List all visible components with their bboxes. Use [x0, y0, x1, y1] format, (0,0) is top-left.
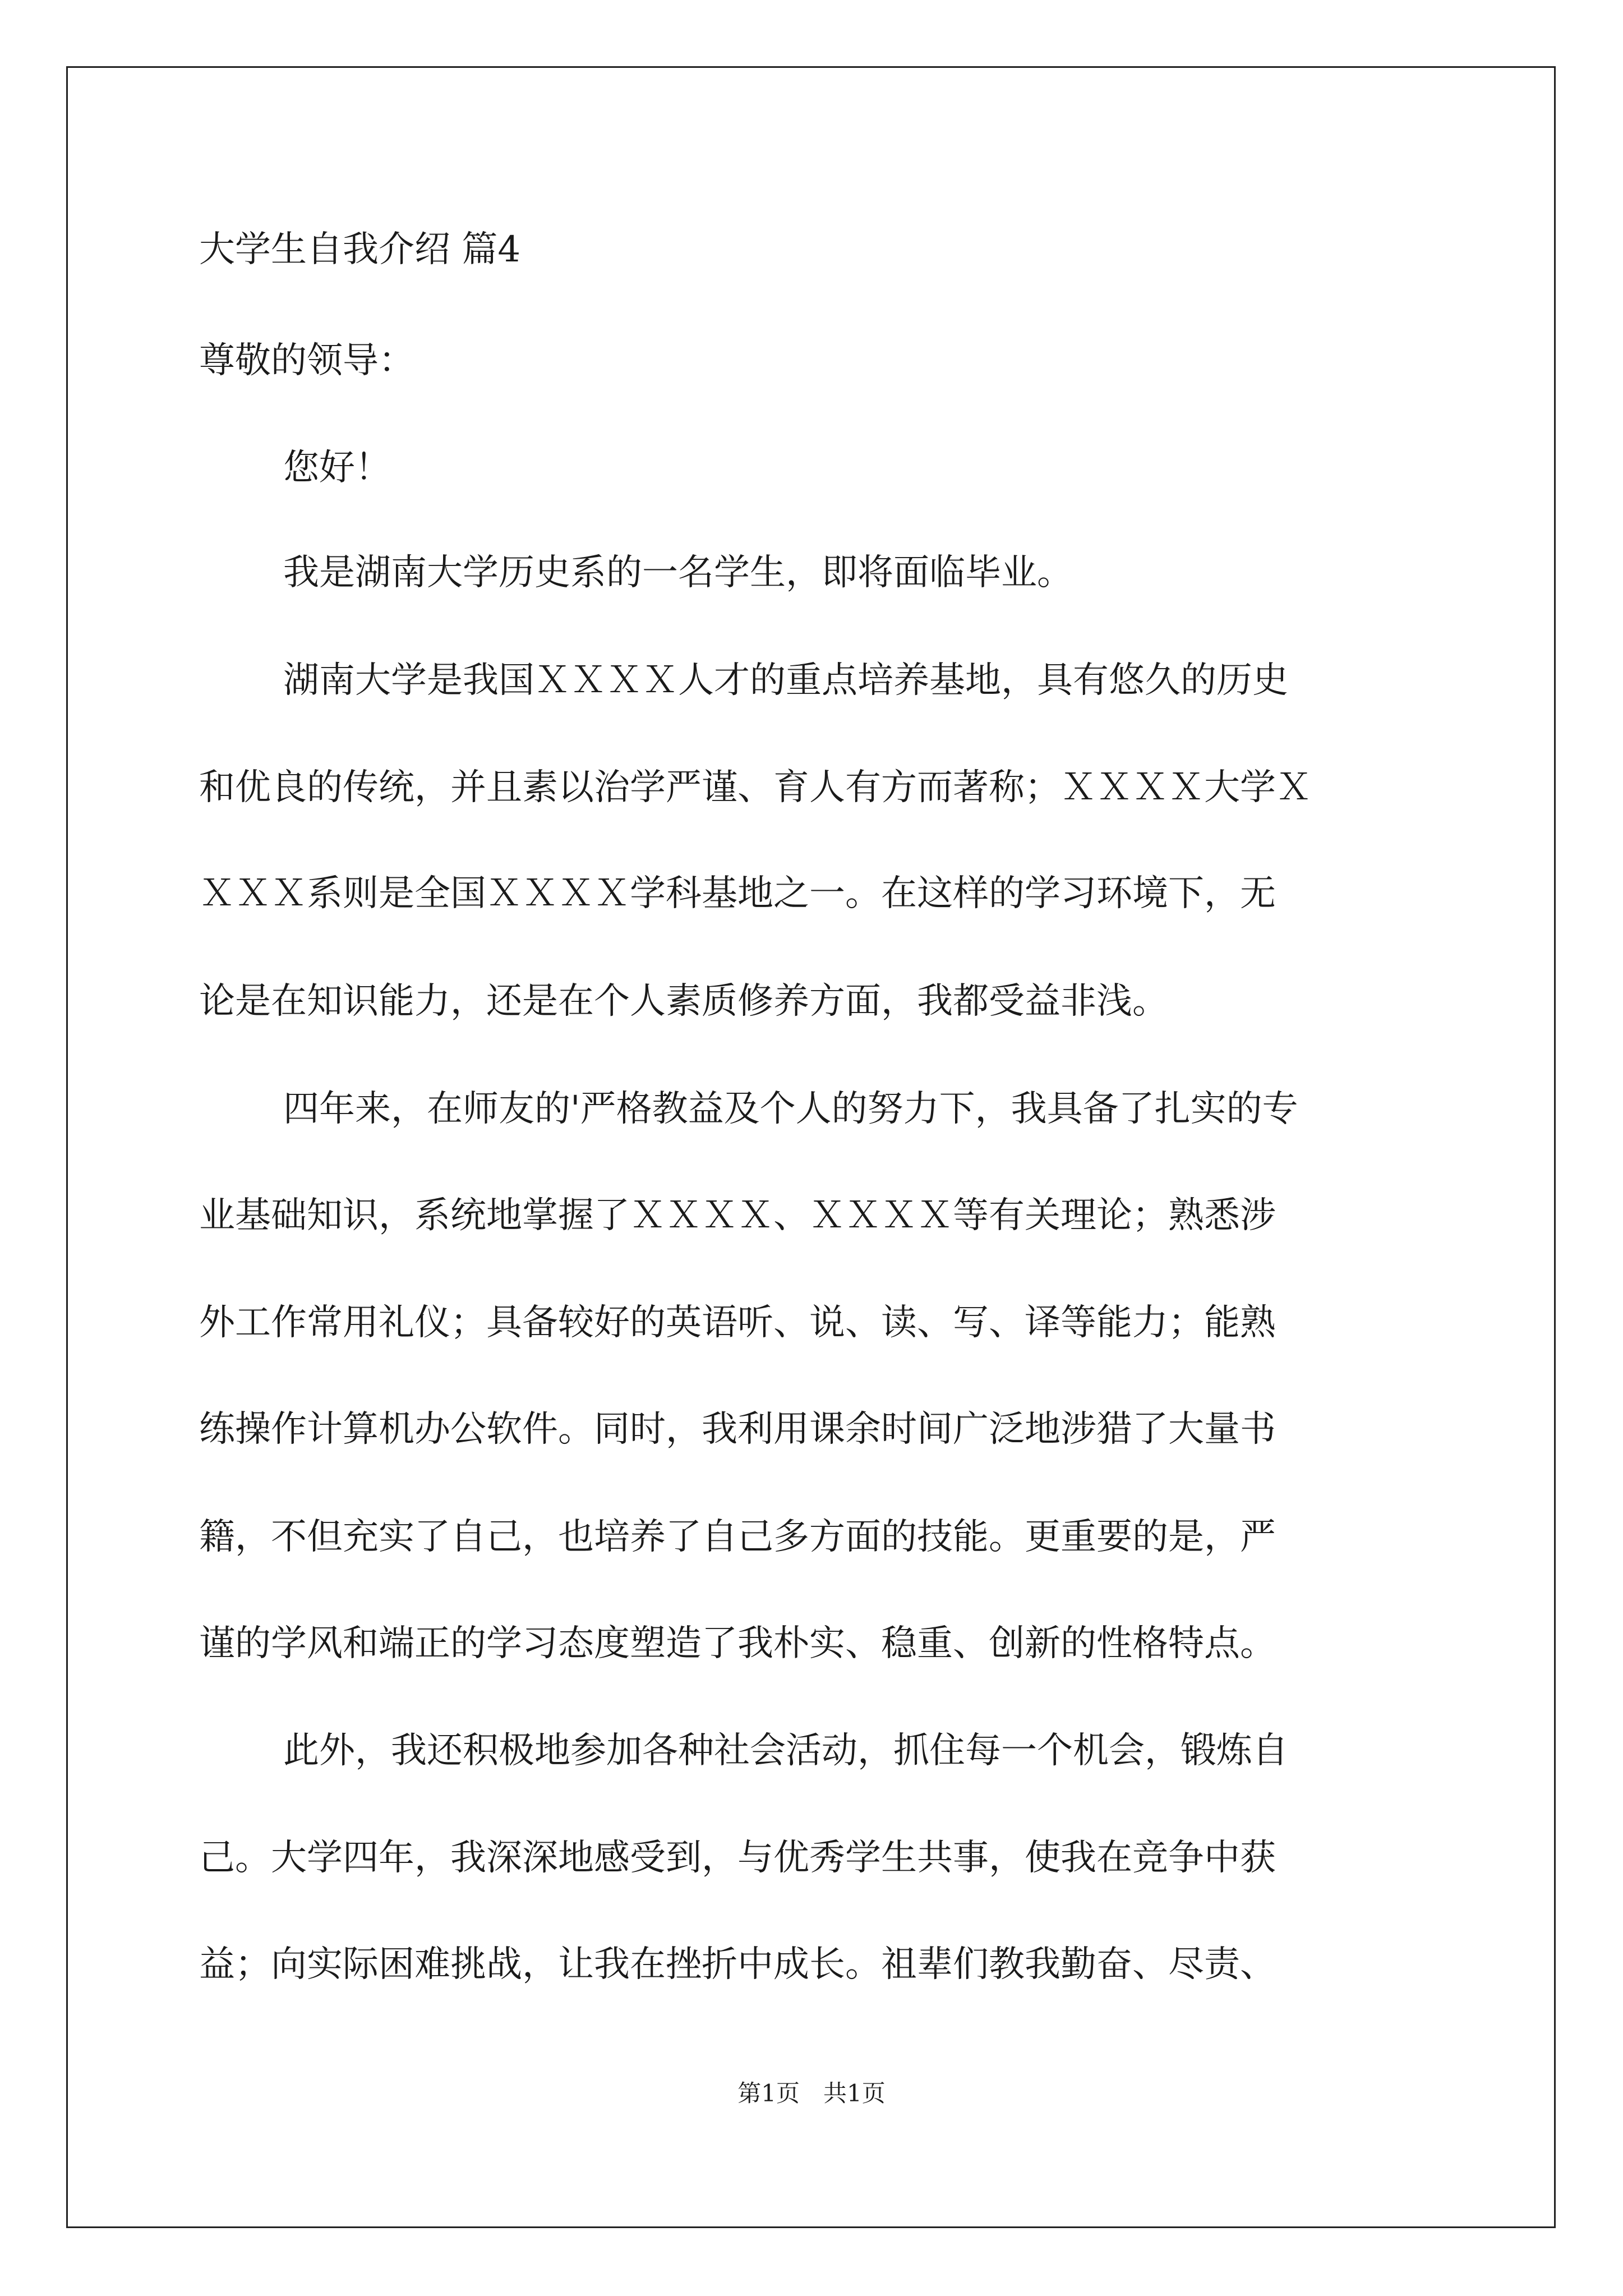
paragraph-line: 籍，不但充实了自己，也培养了自己多方面的技能。更重要的是，严: [199, 1516, 1276, 1558]
page-border: [66, 66, 1556, 2228]
paragraph-line: 益；向实际困难挑战，让我在挫折中成长。祖辈们教我勤奋、尽责、: [199, 1944, 1276, 1985]
paragraph-line: 己。大学四年，我深深地感受到，与优秀学生共事，使我在竞争中获: [199, 1837, 1276, 1879]
paragraph-line: 四年来，在师友的'严格教益及个人的努力下，我具备了扎实的专: [283, 1088, 1298, 1130]
paragraph-line: 湖南大学是我国ＸＸＸＸ人才的重点培养基地，具有悠久的历史: [283, 660, 1288, 701]
paragraph-line: ＸＸＸ系则是全国ＸＸＸＸ学科基地之一。在这样的学习环境下，无: [199, 873, 1276, 914]
document-title: 大学生自我介绍 篇4: [199, 229, 521, 270]
paragraph-line: 业基础知识，系统地掌握了ＸＸＸＸ、ＸＸＸＸ等有关理论；熟悉涉: [199, 1195, 1276, 1236]
paragraph-line: 此外，我还积极地参加各种社会活动，抓住每一个机会，锻炼自: [283, 1730, 1288, 1772]
page-footer: 第1页 共1页: [737, 2079, 886, 2107]
paragraph-line: 我是湖南大学历史系的一名学生，即将面临毕业。: [283, 552, 1073, 593]
salutation: 尊敬的领导：: [199, 340, 414, 381]
greeting: 您好！: [283, 447, 391, 489]
paragraph-line: 练操作计算机办公软件。同时，我利用课余时间广泛地涉猎了大量书: [199, 1409, 1276, 1450]
paragraph-line: 论是在知识能力，还是在个人素质修养方面，我都受益非浅。: [199, 981, 1168, 1022]
paragraph-line: 和优良的传统，并且素以治学严谨、育人有方而著称；ＸＸＸＸ大学Ｘ: [199, 767, 1312, 808]
paragraph-line: 外工作常用礼仪；具备较好的英语听、说、读、写、译等能力；能熟: [199, 1302, 1276, 1343]
paragraph-line: 谨的学风和端正的学习态度塑造了我朴实、稳重、创新的性格特点。: [199, 1623, 1276, 1664]
